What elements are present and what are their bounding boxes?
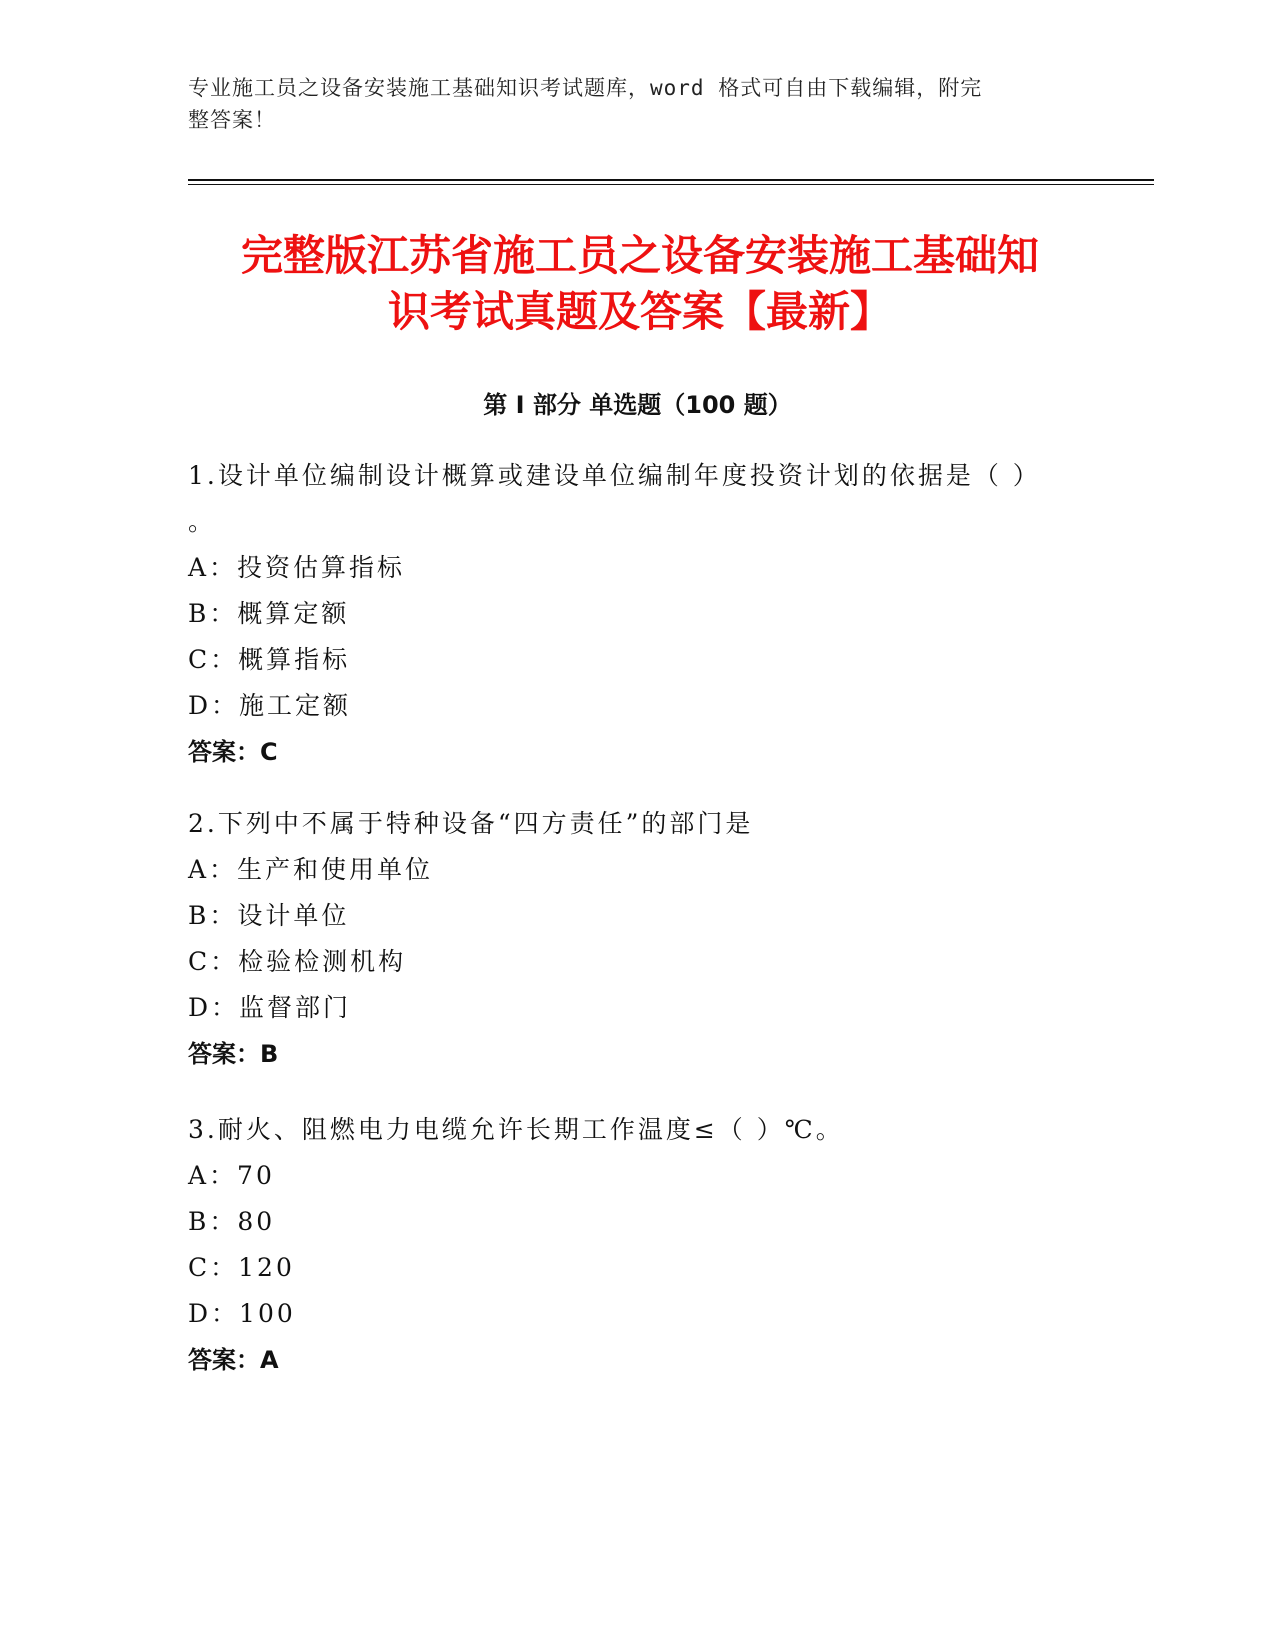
option-c: C：120 xyxy=(188,1253,295,1282)
header-divider-thin xyxy=(188,184,1154,185)
option-a: A：投资估算指标 xyxy=(188,553,406,582)
question-stem: 2.下列中不属于特种设备“四方责任”的部门是 xyxy=(188,809,754,838)
option-c: C：检验检测机构 xyxy=(188,947,407,976)
option-c: C：概算指标 xyxy=(188,645,351,674)
question-stem-continuation: 。 xyxy=(188,507,217,536)
document-title xyxy=(190,228,1090,340)
option-a: A：70 xyxy=(188,1161,275,1190)
header-divider-thick xyxy=(188,179,1154,181)
document-title-line-2: 识考试真题及答案【最新】 xyxy=(387,287,892,336)
option-d: D：100 xyxy=(188,1299,296,1328)
option-a: A：生产和使用单位 xyxy=(188,855,434,884)
answer: 答案：A xyxy=(188,1346,279,1374)
option-b: B：80 xyxy=(188,1207,276,1236)
header-note-line-2: 整答案！ xyxy=(188,108,276,132)
question-3 xyxy=(188,1107,1088,1383)
option-d: D：监督部门 xyxy=(188,993,352,1022)
answer: 答案：B xyxy=(188,1040,279,1068)
document-title-line-1: 完整版江苏省施工员之设备安装施工基础知 xyxy=(240,231,1039,280)
option-b: B：概算定额 xyxy=(188,599,350,628)
question-2 xyxy=(188,801,1088,1077)
answer: 答案：C xyxy=(188,738,278,766)
question-1 xyxy=(188,453,1088,775)
header-note-line-1: 专业施工员之设备安装施工基础知识考试题库，word 格式可自由下载编辑，附完 xyxy=(188,76,983,100)
option-b: B：设计单位 xyxy=(188,901,350,930)
section-heading: 第 I 部分 单选题（100 题） xyxy=(483,391,792,419)
option-d: D：施工定额 xyxy=(188,691,352,720)
header-note xyxy=(188,72,1068,136)
question-stem: 3.耐火、阻燃电力电缆允许长期工作温度≤（ ）℃。 xyxy=(188,1115,844,1144)
question-stem: 1.设计单位编制设计概算或建设单位编制年度投资计划的依据是（ ） xyxy=(188,461,1041,490)
